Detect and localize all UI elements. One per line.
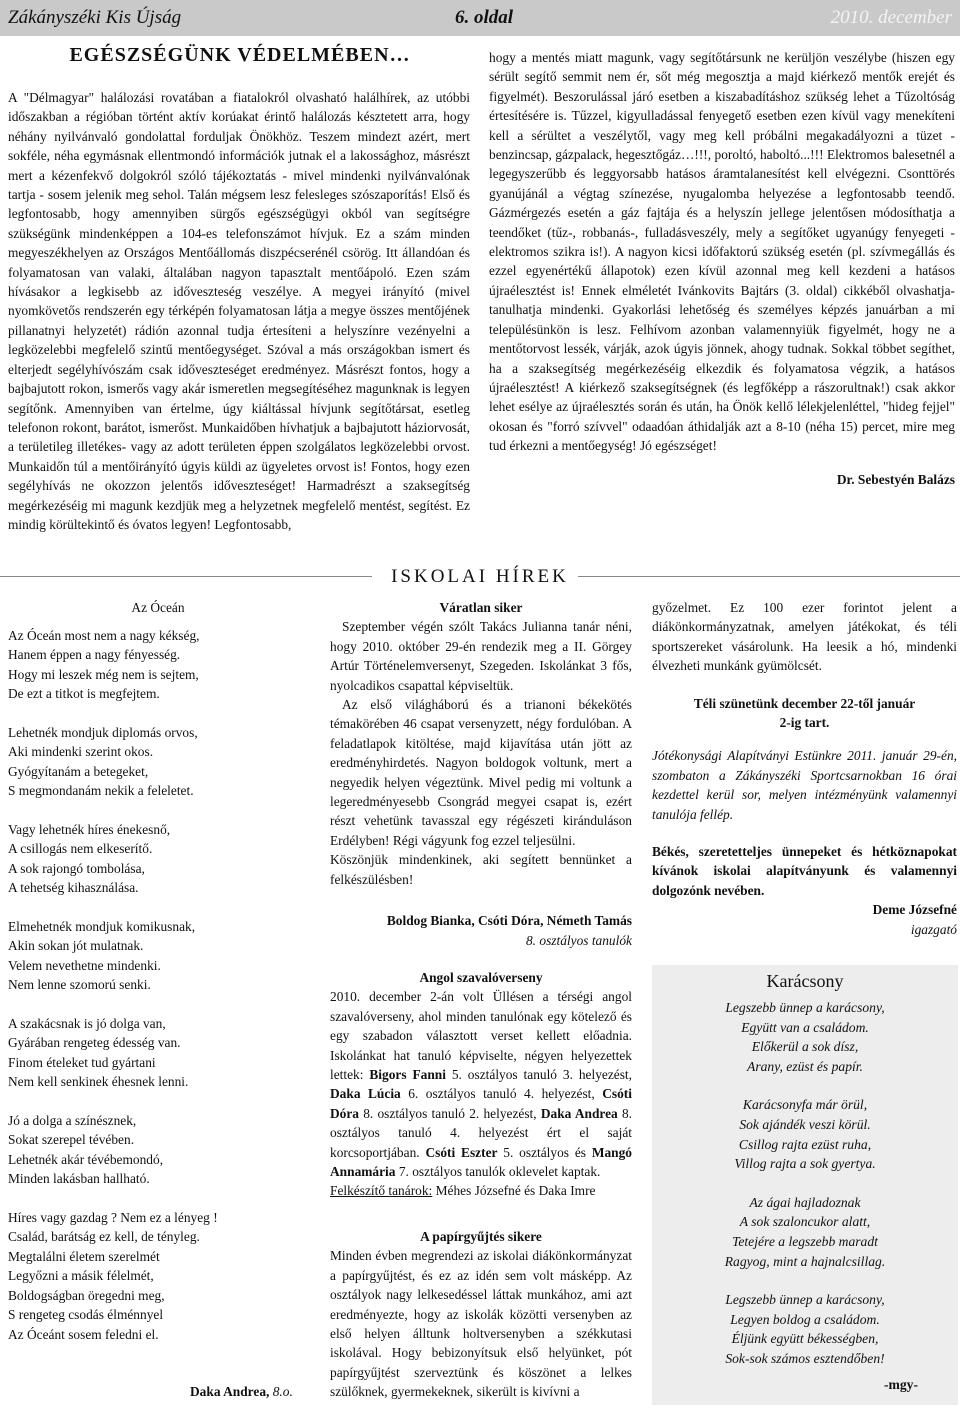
article-paper-collection	[330, 1227, 632, 1402]
issue-date: 2010. december	[830, 7, 952, 28]
christmas-poem-stanza	[652, 1290, 958, 1368]
ocean-poem-title: Az Óceán	[131, 600, 185, 615]
poem-line: A szakácsnak is jó dolga van,	[8, 1015, 166, 1031]
christmas-poem-author: -mgy-	[884, 1377, 918, 1392]
poem-line: A sok rajongó tombolása,	[8, 860, 145, 876]
ocean-poem-author: Daka Andrea, 8.o.	[190, 1384, 293, 1399]
poem-line: A tehetség kihasználása.	[8, 880, 139, 895]
health-article-right-column	[489, 48, 955, 489]
christmas-poem-stanza	[652, 1193, 958, 1271]
christmas-poem-stanza	[652, 998, 958, 1076]
greeting-signer-role: igazgató	[910, 921, 957, 937]
holiday-greeting: Békés, szeretetteljes ünnepeket és hétköznapokat kívánok iskolai alapítványunk és valamennyi dolgozónk nevében.	[652, 844, 957, 898]
poem-line: Előkerül a sok dísz,	[751, 1039, 859, 1055]
poem-line: Megtalálni életem szerelmét	[8, 1248, 160, 1264]
article-unexpected-p3: Köszönjük mindenkinek, aki segített bennünket a felkészülésben!	[330, 852, 632, 887]
poem-line: Legyőzni a másik félelmét,	[8, 1268, 154, 1283]
poem-line: Együtt van a családom.	[741, 1019, 869, 1035]
poem-line: Akin sokan jót mulatnak.	[8, 938, 144, 953]
poem-line: Villog rajta a sok gyertya.	[734, 1156, 876, 1172]
poem-line: Aki mindenki szerint okos.	[8, 744, 154, 759]
article-recital-text: 2010. december 2-án volt Üllésen a térségi angol szavalóverseny, ahol minden tanulónak egy kötelező és egy szabadon választott verset kellett előadnia. Iskolánkat hat tanuló képviselte, négyen helyezettek lettek: Bigors Fanni 5. osztályos tanuló 3. helyezést, Daka Lúcia 6. osztályos tanuló 4. helyezést, Csóti Dóra 8. osztályos tanuló 2. helyezést, Daka Andrea 8. osztályos tanuló 4. helyezést ért el saját korcsoportjában. Csóti Eszter 5. osztályos és Mangó Annamária 7. osztályos tanulók oklevelet kaptak.	[330, 989, 632, 1180]
health-article-left-column	[8, 88, 470, 534]
article-unexpected-success	[330, 598, 632, 950]
poem-line: Éljünk együtt békességben,	[731, 1331, 879, 1347]
article-paper-continued: győzelmet. Ez 100 ezer forintot jelent a diákönkormányzatnak, amelyen játékokat, és téli sportszereket vásárolunk. Ha leesik a hó, mindenki élvezheti munkánk gyümölcsét.	[652, 600, 957, 674]
poem-line: Elmehetnék mondjuk komikusnak,	[8, 918, 196, 934]
newspaper-name: Zákányszéki Kis Újság	[8, 7, 182, 28]
school-news-title: ISKOLAI HÍREK	[391, 566, 569, 587]
poem-line: De ezt a titkot is megfejtem.	[8, 686, 160, 701]
poem-line: Lehetnék akár tévébemondó,	[8, 1151, 164, 1167]
article-paper-text: Minden évben megrendezi az iskolai diákönkormányzat a papírgyűjtést, és ez az idén sem volt másképp. Az osztályok nagy lelkesedéssel láttak munkához, ami azt eredményezte, hogy az iskolák közötti versenyben az első helyen álltunk holtversenyben a székkutasi iskolával. Hogy bebizonyítsuk első helyünket, pót papírgyűjtést szerveztünk és köszönet a lelkes szülőknek, gyermekeknek, sikerült is kivívni a	[330, 1248, 632, 1400]
article-paper-title: A papírgyűjtés sikere	[420, 1229, 542, 1244]
poem-line: Csillog rajta ezüst ruha,	[738, 1136, 872, 1152]
poem-line: Sokat szerepel tévében.	[8, 1132, 135, 1147]
poem-line: Lehetnék mondjuk diplomás orvos,	[8, 724, 198, 740]
right-column-notices	[652, 598, 957, 939]
poem-line: S megmondanám nekik a feleletet.	[8, 783, 194, 798]
ocean-poem	[8, 598, 308, 1363]
poem-line: Gyárában rengeteg édesség van.	[8, 1035, 181, 1050]
ocean-poem-stanza	[8, 723, 308, 801]
article-recital-teachers: Felkészítő tanárok: Méhes Józsefné és Daka Imre	[330, 1183, 596, 1199]
poem-line: Az Óceánt sosem feledni el.	[8, 1326, 159, 1342]
ocean-poem-stanza	[8, 1208, 308, 1345]
ocean-poem-stanza	[8, 626, 308, 704]
article-unexpected-p2: Az első világháború és a trianoni békekötés témakörében 46 csapat versenyzett, négy fordulóban. A feladatlapok kitöltése, majd kijavítása után jött az eredményhirdetés. Nagyon boldogok voltunk, mert a negyedik helyen végeztünk. Mivel pedig mi voltunk a legeredményesebb Csongrád megyei csapat is, ezért részt vehetünk tavasszal egy régészeti kiránduláson Erdélyben! Régi vágyunk fog ezzel teljesülni.	[330, 697, 632, 848]
poem-line: Arany, ezüst és papír.	[747, 1058, 863, 1074]
charity-gala-notice: Jótékonysági Alapítványi Estünkre 2011. január 29-én, szombaton a Zákányszéki Sportcsarnokban 16 órai kezdettel kerül sor, melyen intézményünk valamennyi tanulója fellép.	[652, 748, 957, 822]
article-unexpected-title: Váratlan siker	[439, 600, 523, 615]
article-recital-title: Angol szavalóverseny	[419, 970, 543, 985]
health-article-left-text: A "Délmagyar" halálozási rovatában a fiatalokról olvasható halálhírek, az utóbbi időszakban a régióban történt aktív korúakat érintő halálozás késztetett arra, hogy néhány nyilvánvaló gondolattal forduljak Önökhöz. Teszem mindezt azért, mert sokféle, néha egymásnak ellentmondó információk jutnak el a lakossághoz, másrészt mert a kézenfekvő dolgokról szóló tájékoztatás - mivel mindenki nyilvánvalónak tartja - sosem jelenik meg sehol. Talán mégsem lesz felesleges szószaporítás! Első és legfontosabb, hogy amennyiben sürgős egészségügyi okból van segítségre szükségünk mindenképpen a 104-es telefonszámot hívjuk. Ez a szám minden megyeszékhelyen az Országos Mentőállomás diszpécserénél csörög. Itt állandóan és folyamatosan van valaki, általában nagyon tapasztalt mentőápoló. Ezen szám hívásakor a legkisebb az időveszteség veszélye. A megyei irányító (mivel nyomkövetős rendszerén egy térképén folyamatosan látja a megye összes mentőjének pillanatnyi helyzetét) rádión azonnal tudja értesíteni a helyszínre vezényelni a legközelebbi megfelelő szintű mentőegységet. Szóval a más országokban ismert és elterjedt segélyhívószám csak időveszteséget eredményez. Másrészt fontos, hogy a bajbajutott rokon, ismerős vagy akár ismeretlen megsegítéséhez magunknak is legyen segítőnk. Amennyiben van értelme, úgy kiáltással hívjunk segítőtársat, esetleg telefonon rokont, barátot, ismerőst. Munkaidőben hívhatjuk a bajbajutott háziorvosát, a területileg illetékes- vagy az adott területen éppen szolgálatos legközelebbi orvost. Munkaidőn túl a mentőirányító úgyis küldi az ügyeletes orvost is! Fontos, hogy ezen segélyhívás ne okozzon jelentős időveszteséget! Harmadrészt a szaksegítség megérkezéséig mi magunk kezdjük meg a helyzetnek megfelelő mentést, segítést. Ez mindig körültekintő és óvatos legyen! Legfontosabb,	[8, 90, 470, 532]
poem-line: Legszebb ünnep a karácsony,	[725, 1000, 885, 1015]
poem-line: Vagy lehetnék híres énekesnő,	[8, 821, 171, 837]
poem-line: Nem kell senkinek éhesnek lenni.	[8, 1074, 189, 1089]
ocean-poem-stanza	[8, 1111, 308, 1189]
poem-line: Tetejére a legszebb maradt	[732, 1233, 878, 1249]
poem-line: Nem lenne szomorú senki.	[8, 977, 151, 992]
poem-line: Legyen boldog a családom.	[730, 1311, 880, 1327]
poem-line: S rengeteg csodás élménnyel	[8, 1307, 164, 1322]
ocean-poem-stanza	[8, 820, 308, 898]
page-header	[0, 0, 960, 36]
poem-line: Ragyog, mint a hajnalcsillag.	[724, 1253, 886, 1269]
article-unexpected-authors-note: 8. osztályos tanulók	[525, 932, 632, 948]
greeting-signer: Deme Józsefné	[872, 902, 957, 918]
christmas-poem-title: Karácsony	[766, 971, 844, 991]
health-article-right-text: hogy a mentés miatt magunk, vagy segítőtársunk ne kerüljön veszélybe (hiszen egy sérült segítő semmit nem ér, sőt még megosztja a majd kiérkező mentők erejét és figyelmét). Beszorulással járó esetben a kiszabadításhoz szükség lehet a Tűzoltóság értesítésére is. Tűzzel, kigyulladással fenyegető esetben ezen kívül vagy menekíteni kell a sérültet a veszélytől, vagy meg kell próbálni megakadályozni a tüzet - benzincsap, gázpalack, hegesztőgáz…!!!, poroltó, haboltó...!!! Elektromos balesetnél a legegyszerűbb és leggyorsabb hatásos áramtalanesítést kell elvégezni. Csonttörés gyanújánál a végtag színezése, nyugalomba helyezése a legfontosabb teendő. Gázmérgezés esetén a gáz fajtája és a helyszín jellege jelentősen módosíthatja a teendőket (tűz-, robbanás-, fulladásveszély, mely a segítőket ugyanúgy fenyegeti - elektromos szikra is!). A nagyon kicsi időfaktorú szükség esetén (pl. szívmegállás és ezzel egyenértékű állapotok) ezen kívül azonnal meg kell kezdeni a hatásos újraélesztést is! Ennek elméletét Ivánkovits Bajtárs (3. oldal) cikkéből olvashatja-tanulhatja mindenki. Gyakorlási lehetőség és személyes képzés januárban a mi településünkön is lesz. Felhívom azonban valamennyiük figyelmét, hogy ne a mentőtorvost lessék, várják, azok úgyis jönnek, ahogy tudnak. Sokkal többet segíthet, ha a szaksegítség megérkezéséig elkezdik és folyamatosa végzik, a hatásos újraélesztést! A kiérkező szaksegítségnek (és legfőképp a rászorultnak!) csak akkor lehet esélye az újraélesztés során és után, ha Önök kellő lélekjelenléttel, "hideg fejjel" okosan és "forró szívvel" odaadóan áthidalják azt a 8-10 (néha 15) percet, mire meg tud érkezni a mentőegység! Jó egészséget!	[489, 50, 955, 454]
poem-line: Boldogságban öregedni meg,	[8, 1287, 165, 1303]
poem-line: Finom ételeket tud gyártani	[8, 1054, 156, 1070]
winter-break-notice: Téli szünetünk december 22-től január 2-ig tart.	[693, 695, 916, 731]
health-article-title: EGÉSZSÉGÜNK VÉDELMÉBEN…	[69, 44, 411, 66]
poem-line: Sok ajándék veszi körül.	[739, 1116, 871, 1132]
ocean-poem-stanza	[8, 917, 308, 995]
poem-line: Legszebb ünnep a karácsony,	[725, 1292, 885, 1308]
poem-line: Az Óceán most nem a nagy kékség,	[8, 627, 200, 643]
ocean-poem-body	[8, 626, 308, 1345]
poem-line: Sok-sok számos esztendőben!	[725, 1350, 885, 1366]
article-english-recital	[330, 968, 632, 1201]
poem-line: Velem nevethetne mindenki.	[8, 957, 161, 973]
article-unexpected-p1: Szeptember végén szólt Takács Julianna tanár néni, hogy 2010. október 29-én rendezik meg a II. Görgey Artúr Történelemversenyt, Szegeden. Iskolánkat 3 fős, nyolcadikos csapattal képviseltük.	[330, 619, 632, 693]
ocean-poem-stanza	[8, 1014, 308, 1092]
christmas-poem-body	[652, 998, 958, 1369]
poem-line: Az ágai hajladoznak	[749, 1194, 861, 1210]
christmas-poem-box	[652, 965, 958, 1405]
article-unexpected-authors: Boldog Bianka, Csóti Dóra, Németh Tamás	[386, 913, 632, 929]
health-article-author: Dr. Sebestyén Balázs	[836, 471, 955, 487]
poem-line: Hogy mi leszek még nem is sejtem,	[8, 666, 199, 682]
poem-line: Karácsonyfa már örül,	[742, 1097, 868, 1113]
christmas-poem-stanza	[652, 1095, 958, 1173]
poem-line: Család, barátság ez kell, de tényleg.	[8, 1229, 200, 1244]
poem-line: A sok szaloncukor alatt,	[739, 1214, 871, 1230]
poem-line: Hanem éppen a nagy fényesség.	[8, 647, 181, 662]
poem-line: A csillogás nem elkeserítő.	[8, 841, 153, 856]
poem-line: Jó a dolga a színésznek,	[8, 1112, 137, 1128]
page-number: 6. oldal	[455, 7, 514, 28]
poem-line: Gyógyítanám a betegeket,	[8, 763, 149, 779]
poem-line: Minden lakásban hallható.	[8, 1171, 150, 1186]
poem-line: Híres vagy gazdag ? Nem ez a lényeg !	[8, 1209, 218, 1225]
